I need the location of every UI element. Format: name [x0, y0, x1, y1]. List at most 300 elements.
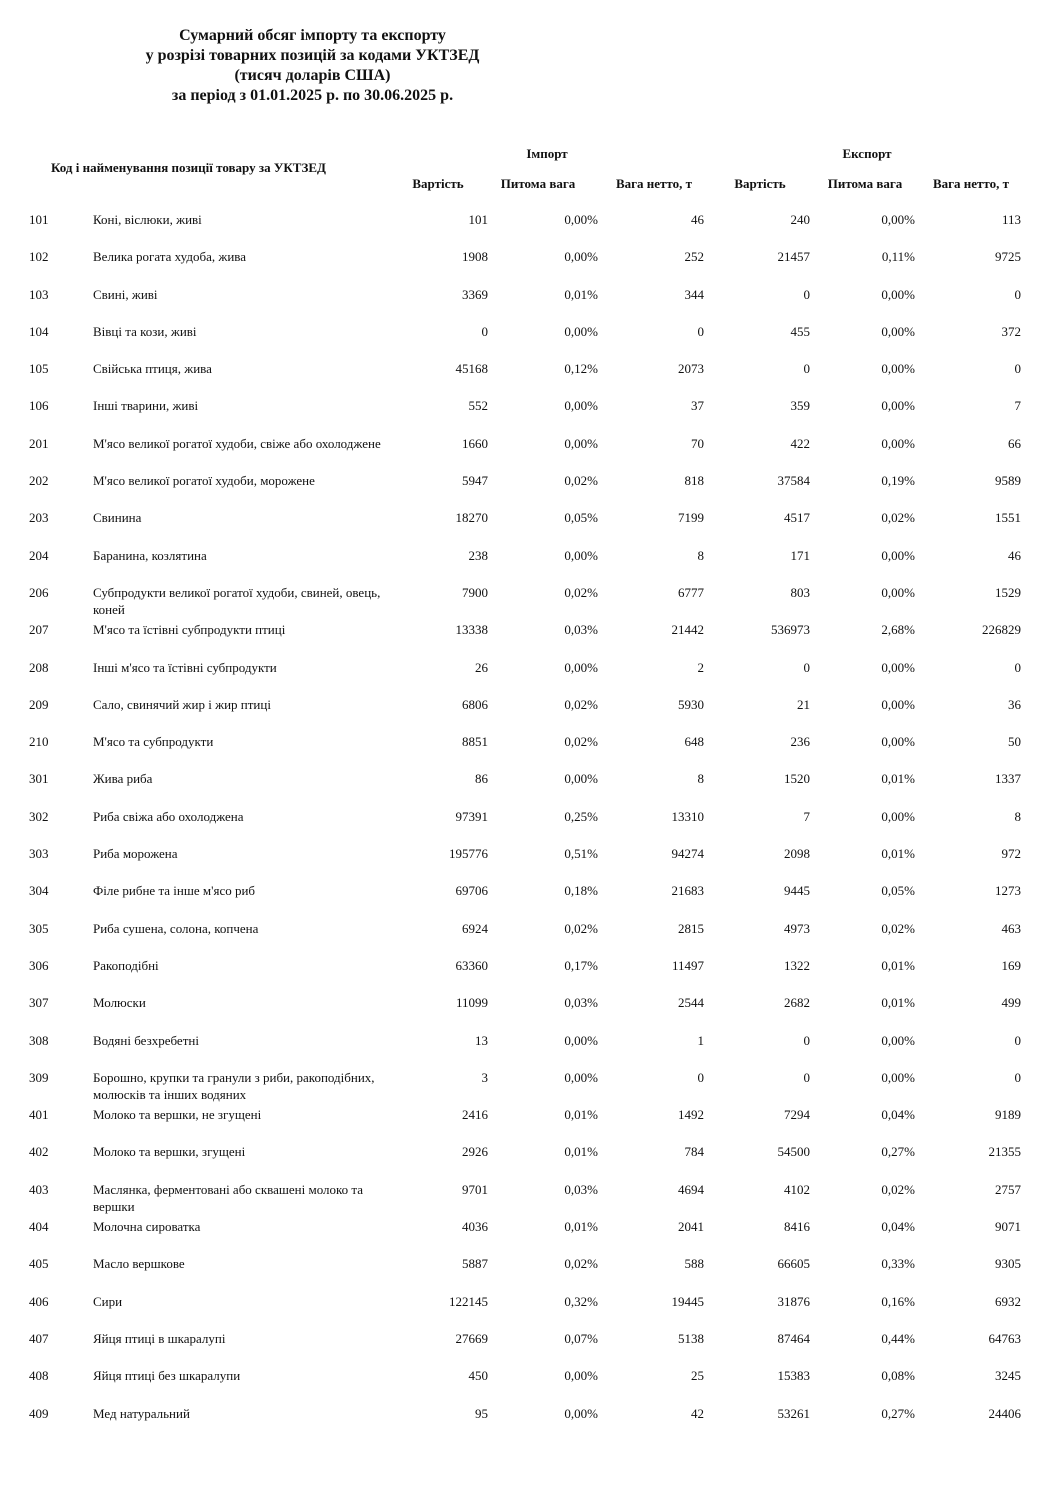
- import-share: 0,25%: [564, 808, 598, 824]
- export-value: 0: [803, 361, 810, 377]
- table-row: [0, 1245, 1058, 1282]
- export-value: 7: [803, 808, 810, 824]
- row-name: М'ясо великої рогатої худоби, свіже або охолоджене: [93, 435, 381, 451]
- export-share: 0,00%: [881, 696, 915, 712]
- export-value: 2098: [784, 846, 810, 862]
- header-code-name: Код і найменування позиції товару за УКТЗЕД: [51, 160, 326, 175]
- row-code: 308: [29, 1032, 49, 1048]
- header-export: Експорт: [842, 146, 892, 161]
- row-code: 209: [29, 696, 49, 712]
- header-import-weight: Вага нетто, т: [615, 176, 693, 191]
- row-code: 202: [29, 473, 49, 489]
- export-share: 0,02%: [881, 510, 915, 526]
- import-weight: 19445: [671, 1293, 704, 1309]
- import-value: 13338: [455, 622, 488, 638]
- import-weight: 784: [684, 1144, 704, 1160]
- table-row: [0, 1357, 1058, 1394]
- row-name: Масло вершкове: [93, 1256, 185, 1272]
- import-weight: 25: [691, 1368, 704, 1384]
- row-name: Риба сушена, солона, копчена: [93, 920, 259, 936]
- row-code: 304: [29, 883, 49, 899]
- import-value: 86: [475, 771, 488, 787]
- row-code: 407: [29, 1330, 49, 1346]
- export-value: 455: [790, 323, 810, 339]
- import-weight: 13310: [671, 808, 704, 824]
- export-value: 1520: [784, 771, 810, 787]
- export-share: 0,19%: [881, 473, 915, 489]
- table-row: [0, 910, 1058, 947]
- import-weight: 6777: [678, 584, 704, 600]
- import-share: 0,00%: [564, 659, 598, 675]
- row-name: Жива риба: [93, 771, 153, 787]
- export-value: 4102: [784, 1181, 810, 1197]
- export-value: 9445: [784, 883, 810, 899]
- export-share: 0,27%: [881, 1405, 915, 1421]
- import-value: 1660: [462, 435, 488, 451]
- row-code: 307: [29, 995, 49, 1011]
- export-value: 803: [790, 584, 810, 600]
- row-name: Свійська птиця, жива: [93, 361, 212, 377]
- row-code: 206: [29, 584, 49, 600]
- import-share: 0,00%: [564, 435, 598, 451]
- row-code: 408: [29, 1368, 49, 1384]
- import-value: 97391: [455, 808, 488, 824]
- export-value: 171: [790, 547, 810, 563]
- import-weight: 42: [691, 1405, 704, 1421]
- row-code: 207: [29, 622, 49, 638]
- import-value: 27669: [455, 1330, 488, 1346]
- row-name: Свині, живі: [93, 286, 158, 302]
- export-value: 422: [790, 435, 810, 451]
- row-code: 402: [29, 1144, 49, 1160]
- table-row: [0, 1208, 1058, 1245]
- export-share: 2,68%: [881, 622, 915, 638]
- export-value: 7294: [784, 1107, 810, 1123]
- export-share: 0,02%: [881, 1181, 915, 1197]
- export-share: 0,00%: [881, 734, 915, 750]
- title-line-1: Сумарний обсяг імпорту та експорту: [179, 27, 446, 44]
- table-row: [0, 425, 1058, 462]
- import-value: 3369: [462, 286, 488, 302]
- export-share: 0,04%: [881, 1107, 915, 1123]
- import-value: 18270: [455, 510, 488, 526]
- row-name: Водяні безхребетні: [93, 1032, 199, 1048]
- export-weight: 9725: [995, 249, 1021, 265]
- import-share: 0,32%: [564, 1293, 598, 1309]
- export-share: 0,00%: [881, 1032, 915, 1048]
- table-row: [0, 1022, 1058, 1059]
- export-weight: 9305: [995, 1256, 1021, 1272]
- export-share: 0,01%: [881, 846, 915, 862]
- export-value: 87464: [777, 1330, 810, 1346]
- import-share: 0,00%: [564, 1032, 598, 1048]
- import-value: 3: [481, 1069, 488, 1085]
- import-value: 2926: [462, 1144, 488, 1160]
- import-value: 95: [475, 1405, 488, 1421]
- export-weight: 113: [1001, 212, 1021, 227]
- import-share: 0,03%: [564, 995, 598, 1011]
- export-weight: 8: [1014, 808, 1021, 824]
- import-share: 0,05%: [564, 510, 598, 526]
- row-name: Філе рибне та інше м'ясо риб: [93, 883, 256, 899]
- row-code: 106: [29, 398, 49, 414]
- row-code: 101: [29, 212, 49, 227]
- export-weight: 21355: [988, 1144, 1021, 1160]
- export-weight: 0: [1014, 659, 1021, 675]
- import-weight: 94274: [671, 846, 704, 862]
- table-row: [0, 798, 1058, 835]
- import-share: 0,17%: [564, 957, 598, 973]
- title-line-2: у розрізі товарних позицій за кодами УКТЗЕД: [145, 47, 480, 64]
- import-value: 13: [475, 1032, 488, 1048]
- export-share: 0,00%: [881, 398, 915, 414]
- import-value: 5887: [462, 1256, 488, 1272]
- import-weight: 2: [697, 659, 704, 675]
- row-code: 405: [29, 1256, 49, 1272]
- import-value: 552: [468, 398, 488, 414]
- import-weight: 8: [697, 547, 704, 563]
- row-name: Субпродукти великої рогатої худоби, свиней, овець, коней: [93, 584, 381, 617]
- import-value: 63360: [455, 957, 488, 973]
- export-weight: 463: [1001, 920, 1021, 936]
- table-row: [0, 984, 1058, 1021]
- import-weight: 8: [697, 771, 704, 787]
- import-weight: 2041: [678, 1219, 704, 1235]
- export-share: 0,01%: [881, 995, 915, 1011]
- row-name: Інші тварини, живі: [93, 398, 199, 414]
- row-name: Молоко та вершки, згущені: [93, 1144, 246, 1160]
- row-code: 210: [29, 734, 49, 750]
- import-share: 0,01%: [564, 1144, 598, 1160]
- import-share: 0,02%: [564, 734, 598, 750]
- table-row: [0, 1096, 1058, 1133]
- row-code: 303: [29, 846, 49, 862]
- row-code: 208: [29, 659, 49, 675]
- table-row: [0, 1320, 1058, 1357]
- import-share: 0,51%: [564, 846, 598, 862]
- row-code: 409: [29, 1405, 49, 1421]
- import-share: 0,18%: [564, 883, 598, 899]
- export-weight: 226829: [982, 622, 1021, 638]
- table-row: [0, 313, 1058, 350]
- export-share: 0,02%: [881, 920, 915, 936]
- export-weight: 169: [1001, 957, 1021, 973]
- export-value: 53261: [777, 1405, 810, 1421]
- row-name: Молочна сироватка: [93, 1219, 201, 1235]
- import-share: 0,03%: [564, 622, 598, 638]
- import-value: 11099: [455, 995, 488, 1011]
- import-value: 8851: [462, 734, 488, 750]
- row-code: 406: [29, 1293, 49, 1309]
- table-row: [0, 350, 1058, 387]
- row-name: Яйця птиці без шкаралупи: [93, 1368, 241, 1384]
- export-weight: 1529: [995, 584, 1021, 600]
- import-value: 0: [481, 323, 488, 339]
- row-name: Риба свіжа або охолоджена: [93, 808, 244, 824]
- export-value: 21457: [777, 249, 810, 265]
- export-value: 536973: [771, 622, 810, 638]
- export-share: 0,05%: [881, 883, 915, 899]
- import-share: 0,00%: [564, 249, 598, 265]
- row-name: Сало, свинячий жир і жир птиці: [93, 696, 271, 712]
- export-weight: 372: [1001, 323, 1021, 339]
- export-share: 0,33%: [881, 1256, 915, 1272]
- export-weight: 1551: [995, 510, 1021, 526]
- row-code: 104: [29, 323, 49, 339]
- import-share: 0,01%: [564, 1219, 598, 1235]
- table-row: [0, 574, 1058, 617]
- export-value: 54500: [777, 1144, 810, 1160]
- export-value: 1322: [784, 957, 810, 973]
- export-weight: 9071: [995, 1219, 1021, 1235]
- row-name: М'ясо великої рогатої худоби, морожене: [93, 473, 315, 489]
- table-row: [0, 1171, 1058, 1214]
- row-code: 301: [29, 771, 49, 787]
- row-code: 404: [29, 1219, 49, 1235]
- export-share: 0,00%: [881, 584, 915, 600]
- export-share: 0,00%: [881, 286, 915, 302]
- table-row: [0, 947, 1058, 984]
- export-share: 0,04%: [881, 1219, 915, 1235]
- export-weight: 1337: [995, 771, 1021, 787]
- table-row: [0, 276, 1058, 313]
- row-code: 305: [29, 920, 49, 936]
- export-share: 0,00%: [881, 323, 915, 339]
- row-code: 309: [29, 1069, 49, 1085]
- import-value: 6806: [462, 696, 488, 712]
- export-share: 0,00%: [881, 361, 915, 377]
- import-value: 69706: [455, 883, 488, 899]
- export-value: 4517: [784, 510, 810, 526]
- export-weight: 9589: [995, 473, 1021, 489]
- import-share: 0,02%: [564, 920, 598, 936]
- export-value: 240: [790, 212, 810, 227]
- import-value: 9701: [462, 1181, 488, 1197]
- import-share: 0,03%: [564, 1181, 598, 1197]
- import-share: 0,02%: [564, 584, 598, 600]
- row-code: 102: [29, 249, 49, 265]
- export-share: 0,01%: [881, 771, 915, 787]
- import-share: 0,00%: [564, 323, 598, 339]
- import-share: 0,00%: [564, 1405, 598, 1421]
- import-weight: 37: [691, 398, 704, 414]
- document-title: [40, 26, 585, 106]
- import-weight: 588: [684, 1256, 704, 1272]
- row-name: Коні, віслюки, живі: [93, 212, 202, 227]
- export-value: 236: [790, 734, 810, 750]
- table-row: [0, 499, 1058, 536]
- import-weight: 344: [684, 286, 704, 302]
- table-row: [0, 760, 1058, 797]
- row-code: 204: [29, 547, 49, 563]
- row-name: Риба морожена: [93, 846, 178, 862]
- import-weight: 2073: [678, 361, 704, 377]
- row-name: Інші м'ясо та їстівні субпродукти: [93, 659, 277, 675]
- export-share: 0,08%: [881, 1368, 915, 1384]
- row-name: Ракоподібні: [93, 957, 159, 973]
- export-weight: 9189: [995, 1107, 1021, 1123]
- import-value: 26: [475, 659, 488, 675]
- import-share: 0,02%: [564, 696, 598, 712]
- export-share: 0,00%: [881, 435, 915, 451]
- table-row: [0, 1059, 1058, 1102]
- export-value: 37584: [777, 473, 810, 489]
- import-weight: 1492: [678, 1107, 704, 1123]
- import-weight: 818: [684, 473, 704, 489]
- import-value: 195776: [449, 846, 488, 862]
- import-weight: 2815: [678, 920, 704, 936]
- export-weight: 2757: [995, 1181, 1021, 1197]
- import-weight: 21442: [671, 622, 704, 638]
- export-share: 0,00%: [881, 212, 915, 227]
- import-value: 450: [468, 1368, 488, 1384]
- data-table: [0, 201, 1058, 1432]
- export-weight: 0: [1014, 1032, 1021, 1048]
- import-value: 101: [468, 212, 488, 227]
- export-value: 31876: [777, 1293, 810, 1309]
- export-weight: 0: [1014, 361, 1021, 377]
- export-weight: 24406: [988, 1405, 1021, 1421]
- export-weight: 0: [1014, 1069, 1021, 1085]
- table-row: [0, 537, 1058, 574]
- row-code: 302: [29, 808, 49, 824]
- import-weight: 70: [691, 435, 704, 451]
- export-weight: 1273: [995, 883, 1021, 899]
- import-weight: 1: [697, 1032, 704, 1048]
- import-share: 0,02%: [564, 1256, 598, 1272]
- export-value: 0: [803, 1032, 810, 1048]
- import-share: 0,00%: [564, 1368, 598, 1384]
- row-name: Мед натуральний: [93, 1405, 190, 1421]
- export-weight: 46: [1008, 547, 1021, 563]
- export-value: 8416: [784, 1219, 810, 1235]
- export-weight: 7: [1014, 398, 1021, 414]
- import-weight: 11497: [671, 957, 704, 973]
- header-export-share: Питома вага: [827, 176, 903, 191]
- table-row: [0, 723, 1058, 760]
- import-value: 1908: [462, 249, 488, 265]
- export-value: 4973: [784, 920, 810, 936]
- export-share: 0,00%: [881, 659, 915, 675]
- export-value: 0: [803, 1069, 810, 1085]
- table-row: [0, 1133, 1058, 1170]
- import-share: 0,00%: [564, 212, 598, 227]
- row-name: Молоко та вершки, не згущені: [93, 1107, 262, 1123]
- export-share: 0,44%: [881, 1330, 915, 1346]
- import-share: 0,07%: [564, 1330, 598, 1346]
- import-weight: 46: [691, 212, 704, 227]
- row-code: 203: [29, 510, 49, 526]
- export-weight: 3245: [995, 1368, 1021, 1384]
- row-code: 105: [29, 361, 49, 377]
- import-share: 0,01%: [564, 1107, 598, 1123]
- export-share: 0,00%: [881, 1069, 915, 1085]
- export-value: 359: [790, 398, 810, 414]
- import-weight: 5138: [678, 1330, 704, 1346]
- row-name: Свинина: [93, 510, 142, 526]
- export-value: 21: [797, 696, 810, 712]
- import-share: 0,00%: [564, 398, 598, 414]
- export-share: 0,01%: [881, 957, 915, 973]
- header-import: Імпорт: [526, 146, 568, 161]
- import-value: 6924: [462, 920, 488, 936]
- table-row: [0, 649, 1058, 686]
- table-row: [0, 387, 1058, 424]
- import-share: 0,00%: [564, 771, 598, 787]
- export-value: 15383: [777, 1368, 810, 1384]
- import-weight: 0: [697, 323, 704, 339]
- row-name: Велика рогата худоба, жива: [93, 249, 247, 265]
- export-share: 0,00%: [881, 808, 915, 824]
- export-weight: 499: [1001, 995, 1021, 1011]
- export-weight: 972: [1001, 846, 1021, 862]
- row-code: 401: [29, 1107, 49, 1123]
- import-weight: 7199: [678, 510, 704, 526]
- row-code: 201: [29, 435, 49, 451]
- import-value: 45168: [455, 361, 488, 377]
- import-share: 0,00%: [564, 1069, 598, 1085]
- import-value: 122145: [449, 1293, 488, 1309]
- export-value: 66605: [777, 1256, 810, 1272]
- table-row: [0, 835, 1058, 872]
- import-weight: 4694: [678, 1181, 704, 1197]
- export-share: 0,16%: [881, 1293, 915, 1309]
- export-share: 0,27%: [881, 1144, 915, 1160]
- row-name: Борошно, крупки та гранули з риби, ракоподібних, молюсків та інших водяних: [93, 1069, 375, 1102]
- row-code: 403: [29, 1181, 49, 1197]
- import-value: 238: [468, 547, 488, 563]
- export-weight: 0: [1014, 286, 1021, 302]
- import-share: 0,02%: [564, 473, 598, 489]
- table-row: [0, 1395, 1058, 1432]
- row-name: Маслянка, ферментовані або сквашені молоко та вершки: [93, 1181, 364, 1214]
- import-value: 2416: [462, 1107, 488, 1123]
- export-weight: 6932: [995, 1293, 1021, 1309]
- header-import-share: Питома вага: [500, 176, 576, 191]
- row-name: М'ясо та їстівні субпродукти птиці: [93, 622, 286, 638]
- export-share: 0,11%: [881, 249, 915, 265]
- row-name: Яйця птиці в шкаралупі: [93, 1330, 226, 1346]
- export-value: 2682: [784, 995, 810, 1011]
- table-row: [0, 462, 1058, 499]
- export-value: 0: [803, 286, 810, 302]
- row-name: Сири: [93, 1293, 123, 1309]
- table-row: [0, 201, 1058, 238]
- table-row: [0, 686, 1058, 723]
- export-share: 0,00%: [881, 547, 915, 563]
- import-share: 0,01%: [564, 286, 598, 302]
- row-name: Вівці та кози, живі: [93, 323, 197, 339]
- import-weight: 252: [684, 249, 704, 265]
- import-value: 5947: [462, 473, 488, 489]
- import-value: 4036: [462, 1219, 488, 1235]
- row-code: 103: [29, 286, 49, 302]
- row-name: М'ясо та субпродукти: [93, 734, 214, 750]
- import-weight: 648: [684, 734, 704, 750]
- export-weight: 50: [1008, 734, 1021, 750]
- export-weight: 66: [1008, 435, 1021, 451]
- import-weight: 0: [697, 1069, 704, 1085]
- header-export-weight: Вага нетто, т: [932, 176, 1010, 191]
- header-export-value: Вартість: [734, 176, 786, 191]
- import-weight: 2544: [678, 995, 704, 1011]
- table-row: [0, 238, 1058, 275]
- import-weight: 21683: [671, 883, 704, 899]
- import-share: 0,12%: [564, 361, 598, 377]
- row-name: Молюски: [93, 995, 146, 1011]
- title-line-4: за період з 01.01.2025 р. по 30.06.2025 р.: [171, 87, 454, 104]
- table-row: [0, 872, 1058, 909]
